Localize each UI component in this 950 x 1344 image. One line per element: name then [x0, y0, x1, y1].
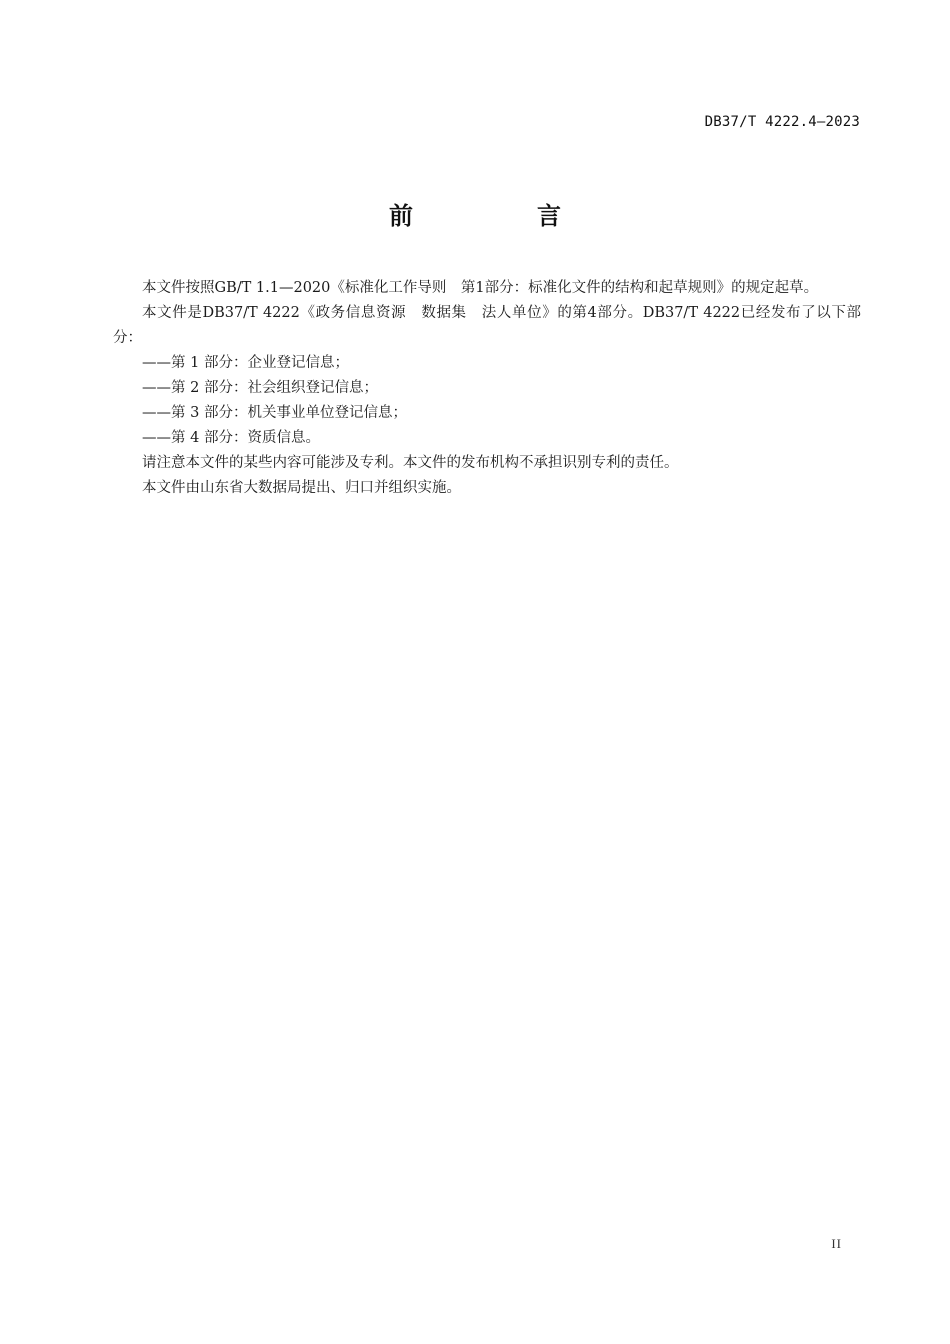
paragraph-drafting-basis: 本文件按照GB/T 1.1—2020《标准化工作导则 第1部分：标准化文件的结构和起草规则》的规定起草。 [142, 280, 819, 296]
list-item-part-3: ——第 3 部分：机关事业单位登记信息； [142, 405, 407, 421]
paragraph-proposer: 本文件由山东省大数据局提出、归口并组织实施。 [142, 480, 461, 496]
document-code: DB37/T 4222.4—2023 [704, 114, 860, 130]
foreword-body [113, 276, 861, 501]
page-number: II [831, 1236, 842, 1251]
paragraph-series-intro: 本文件是DB37/T 4222《政务信息资源 数据集 法人单位》的第4部分。DB37/T 4222已经发布了以下部分： [113, 305, 861, 346]
list-item-part-2: ——第 2 部分：社会组织登记信息； [142, 380, 378, 396]
list-item-part-4: ——第 4 部分：资质信息。 [142, 430, 320, 446]
list-item-part-1: ——第 1 部分：企业登记信息； [142, 355, 349, 371]
page-title: 前 言 [389, 202, 611, 230]
paragraph-patent-notice: 请注意本文件的某些内容可能涉及专利。本文件的发布机构不承担识别专利的责任。 [142, 455, 679, 471]
